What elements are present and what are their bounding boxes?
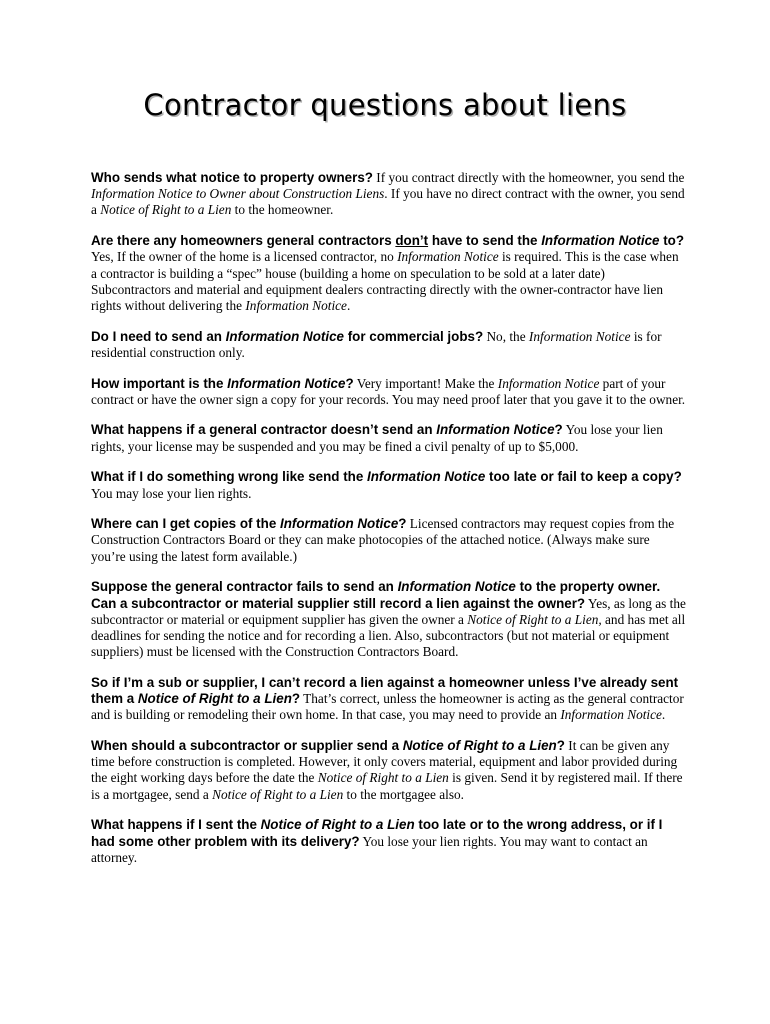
qa-item <box>91 233 687 314</box>
qa-item <box>91 516 687 565</box>
emphasis-text: Notice of Right to a Lien <box>260 817 415 833</box>
question-text: Suppose the general contractor fails to send an Information Notice to the property owner. Can a subcontractor or material supplier still record a lien against the owner? <box>91 579 661 611</box>
question-text: Are there any homeowners general contractors don’t have to send the Information Notice to? <box>91 233 685 249</box>
emphasis-text: Information Notice <box>397 579 516 595</box>
underlined-text: don’t <box>395 233 429 249</box>
question-text: How important is the Information Notice? <box>91 375 354 391</box>
question-text: Do I need to send an Information Notice for commercial jobs? <box>91 328 484 344</box>
emphasis-text: Information Notice <box>541 233 660 249</box>
answer-text: No, the Information Notice is for residential construction only. <box>91 328 662 360</box>
qa-item <box>91 579 687 660</box>
qa-list <box>91 170 687 880</box>
page-title: Contractor questions about liens <box>143 88 627 122</box>
answer-text: That’s correct, unless the homeowner is acting as the general contractor and is building or remodeling their own home. In that case, you may need to provide an Information Notice. <box>91 691 684 723</box>
qa-item <box>91 329 687 361</box>
emphasis-text: Information Notice to Owner about Construction Liens <box>91 186 385 202</box>
emphasis-text: Information Notice <box>397 249 499 265</box>
emphasis-text: Information Notice <box>528 328 631 344</box>
emphasis-text: Notice of Right to a Lien <box>100 202 232 218</box>
emphasis-text: Information Notice <box>225 328 344 344</box>
qa-item <box>91 738 687 803</box>
answer-text: It can be given any time before construction is completed. However, it only covers material, equipment and labor provided during the eight working days before the date the Notice of Right to a Lien is given. Send it by registered mail. If there is a mortgagee, send a Notice of Right to a Lien to the mortgagee also. <box>91 737 683 802</box>
answer-text: You may lose your lien rights. <box>91 485 252 501</box>
emphasis-text: Information Notice <box>497 375 600 391</box>
emphasis-text: Notice of Right to a Lien <box>317 770 449 786</box>
answer-text: You lose your lien rights, your license may be suspended and you may be fined a civil penalty of up to $5,000. <box>91 422 663 454</box>
qa-item <box>91 817 687 866</box>
emphasis-text: Notice of Right to a Lien <box>402 737 557 753</box>
question-text: What happens if a general contractor doesn’t send an Information Notice? <box>91 422 563 438</box>
emphasis-text: Information Notice <box>227 375 346 391</box>
question-text: Where can I get copies of the Information Notice? <box>91 516 407 532</box>
answer-text: Licensed contractors may request copies from the Construction Contractors Board or they can make photocopies of the attached notice. (Always make sure you’re using the latest form available.) <box>91 516 675 564</box>
answer-text: If you contract directly with the homeowner, you send the Information Notice to Owner about Construction Liens. If you have no direct contract with the owner, you send a Notice of Right to a Lien to the homeowner. <box>91 170 685 218</box>
emphasis-text: Notice of Right to a Lien, <box>467 611 602 627</box>
question-text: What happens if I sent the Notice of Right to a Lien too late or to the wrong address, or if I had some other problem with its delivery? <box>91 817 663 849</box>
qa-item <box>91 170 687 219</box>
question-text: Who sends what notice to property owners? <box>91 170 373 185</box>
question-text: What if I do something wrong like send the Information Notice too late or fail to keep a copy? <box>91 469 682 485</box>
qa-item <box>91 376 687 408</box>
question-text: So if I’m a sub or supplier, I can’t record a lien against a homeowner unless I’ve already sent them a Notice of Right to a Lien? <box>91 674 679 707</box>
emphasis-text: Notice of Right to a Lien <box>137 691 292 707</box>
emphasis-text: Information Notice <box>436 422 555 438</box>
emphasis-text: Notice of Right to a Lien <box>212 786 344 802</box>
answer-text: You lose your lien rights. You may want to contact an attorney. <box>91 833 648 865</box>
qa-item <box>91 422 687 454</box>
question-text: When should a subcontractor or supplier send a Notice of Right to a Lien? <box>91 737 565 753</box>
qa-item <box>91 675 687 724</box>
qa-item <box>91 469 687 501</box>
emphasis-text: Information Notice <box>367 469 486 485</box>
answer-text: Yes, as long as the subcontractor or material or equipment supplier has given the owner a Notice of Right to a Lien, and has met all deadlines for sending the notice and for recording a lien. Also, subcontractors (but not material or equipment suppliers) must be licensed with the Construction Contractors Board. <box>91 595 686 660</box>
emphasis-text: Information Notice <box>245 297 347 313</box>
emphasis-text: Information Notice <box>280 516 399 532</box>
answer-text: Yes, If the owner of the home is a licensed contractor, no Information Notice is required. This is the case when a contractor is building a “spec” house (building a home on speculation to be sold at a later date) Subcontractors and material and equipment dealers contracting directly with the owner-contractor have lien rights without delivering the Information Notice. <box>91 249 679 313</box>
answer-text: Very important! Make the Information Notice part of your contract or have the owner sign a copy for your records. You may need proof later that you gave it to the owner. <box>91 375 686 407</box>
emphasis-text: Information Notice <box>560 707 662 723</box>
